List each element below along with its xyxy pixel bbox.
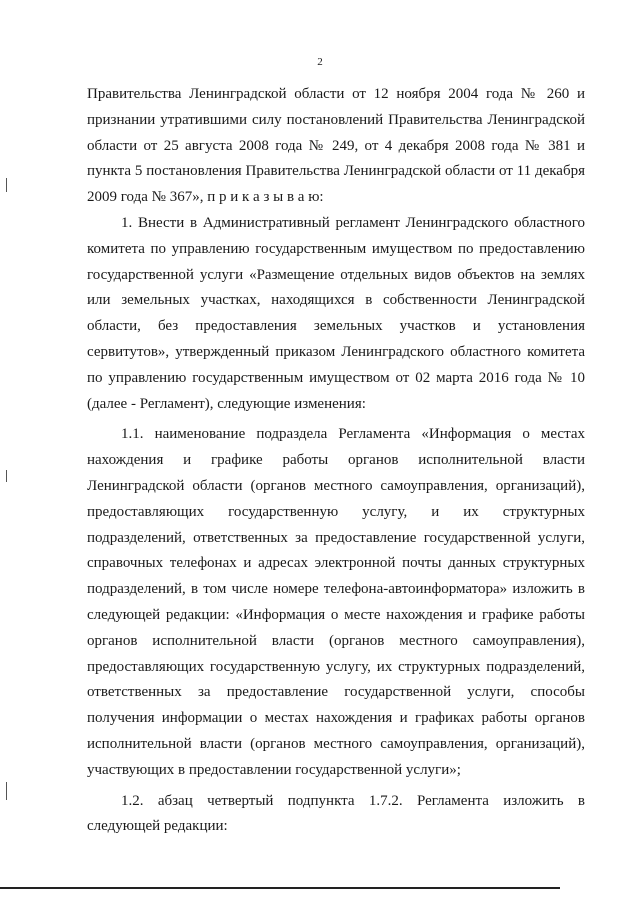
paragraph-item-1-2: 1.2. абзац четвертый подпункта 1.7.2. Регламента изложить в следующей редакции: bbox=[87, 792, 585, 835]
page-bottom-edge bbox=[0, 887, 560, 889]
scan-margin-mark bbox=[6, 470, 7, 482]
paragraph-item-1: 1. Внести в Административный регламент Ленинградского областного комитета по управлению государственным имуществом по предоставлению государственной услуги «Размещение отдельных видов объектов на землях или земельных участках, находящихся в собственности Ленинградской области, без предоставления земельных участков и установления сервитутов», утвержденный приказом Ленинградского областного комитета по управлению государственным имуществом от 02 марта 2016 года № 10 (далее - Регламент), следующие изменения: bbox=[87, 214, 585, 412]
scan-margin-mark bbox=[6, 178, 7, 192]
page-number: 2 bbox=[317, 56, 323, 68]
paragraph-continuation: Правительства Ленинградской области от 12 ноября 2004 года № 260 и признании утратившими силу постановлений Правительства Ленинградской области от 25 августа 2008 года № 249, от 4 декабря 2008 года № 381 и пункта 5 постановления Правительства Ленинградской области от 11 декабря 2009 года № 367», п р и к а з ы в а ю: bbox=[87, 86, 585, 206]
scan-margin-mark bbox=[6, 782, 7, 800]
document-body bbox=[87, 82, 585, 840]
paragraph-item-1-1: 1.1. наименование подраздела Регламента «Информация о местах нахождения и графике работы органов исполнительной власти Ленинградской области (органов местного самоуправления, организаций), предоставляющих государственную услугу, и их структурных подразделений, ответственных за предоставление государственной услуги, справочных телефонах и адресах электронной почты данных структурных подразделений, в том числе номере телефона-автоинформатора» изложить в следующей редакции: «Информация о месте нахождения и графике работы органов исполнительной власти (органов местного самоуправления), предоставляющих государственную услугу, их структурных подразделений, ответственных за предоставление государственной услуги, способы получения информации о местах нахождения и графиках работы органов исполнительной власти (органов местного самоуправления, организаций), участвующих в предоставлении государственной услуги»; bbox=[87, 426, 585, 778]
